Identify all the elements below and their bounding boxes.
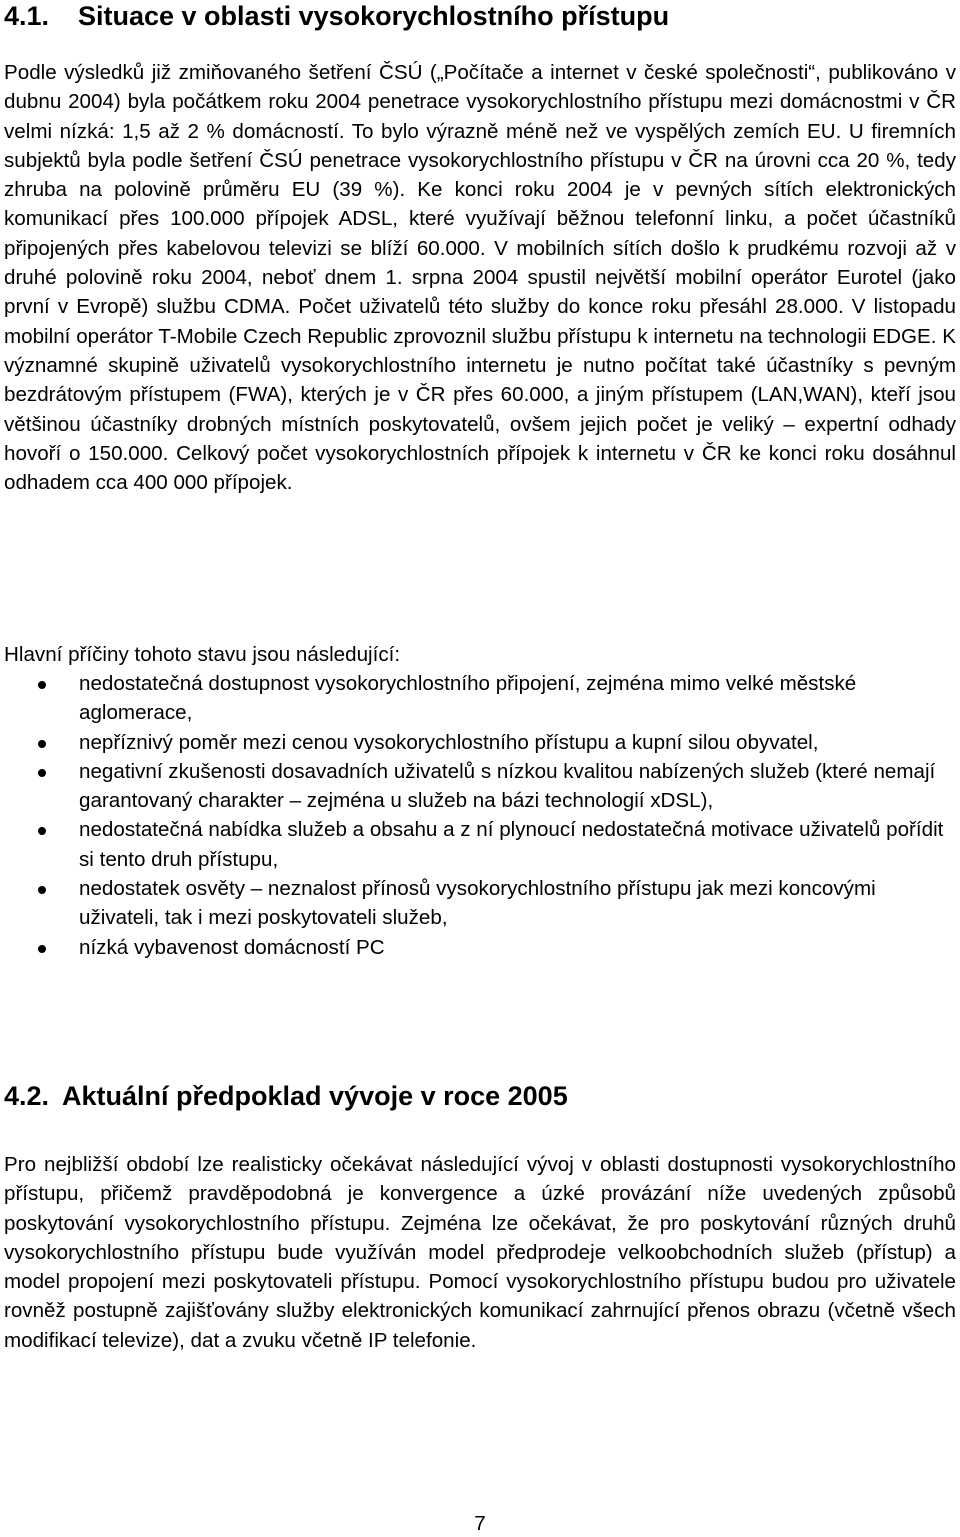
section-title: Aktuální předpoklad vývoje v roce 2005 <box>62 1081 568 1111</box>
section-heading-4-2 <box>4 1080 568 1112</box>
list-item-text: nedostatečná dostupnost vysokorychlostního připojení, zejména mimo velké městské aglomerace, <box>79 672 857 725</box>
bullet-icon <box>38 827 46 835</box>
list-item <box>4 815 956 874</box>
list-item-text: nedostatek osvěty – neznalost přínosů vysokorychlostního přístupu jak mezi koncovými uživateli, tak i mezi poskytovateli služeb, <box>79 877 876 930</box>
list-item <box>4 728 956 757</box>
list-item-text: negativní zkušenosti dosavadních uživatelů s nízkou kvalitou nabízených služeb (které nemají garantovaný charakter – zejména u služeb na bázi technologií xDSL), <box>79 759 936 813</box>
list-item <box>4 874 956 933</box>
list-item <box>4 933 956 962</box>
section-paragraph: Pro nejbližší období lze realisticky očekávat následující vývoj v oblasti dostupnosti vysokorychlostního přístupu, přičemž pravděpodobná je konvergence a úzké provázání níže uvedených způsobů poskytování vysokorychlostního přístupu. Zejména lze očekávat, že pro poskytování různých druhů vysokorychlostního přístupu bude využíván model předprodeje velkoobchodních služeb (přístup) a model propojení mezi poskytovateli přístupu. Pomocí vysokorychlostního přístupu budou pro uživatele rovněž postupně zajišťovány služby elektronických komunikací zahrnující přenos obrazu (včetně všech modifikací televize), dat a zvuku včetně IP telefonie. <box>4 1153 956 1352</box>
section-paragraph: Podle výsledků již zmiňovaného šetření ČSÚ („Počítače a internet v české společnosti“, publikováno v dubnu 2004) byla počátkem roku 2004 penetrace vysokorychlostního přístupu mezi domácnostmi v ČR velmi nízká: 1,5 až 2 % domácností. To bylo výrazně méně než ve vyspělých zemích EU. U firemních subjektů byla podle šetření ČSÚ penetrace vysokorychlostního přístupu v ČR na úrovni cca 20 %, tedy zhruba na polovině průměru EU (39 %). Ke konci roku 2004 je v pevných sítích elektronických komunikací přes 100.000 přípojek ADSL, které využívají běžnou telefonní linku, a počet účastníků připojených přes kabelovou televizi se blíží 60.000. V mobilních sítích došlo k prudkému rozvoji až v druhé polovině roku 2004, neboť dnem 1. srpna 2004 spustil největší mobilní operátor Eurotel (jako první v Evropě) službu CDMA. Počet uživatelů této služby do konce roku přesáhl 28.000. V listopadu mobilní operátor T-Mobile Czech Republic zprovoznil službu přístupu k internetu na technologii EDGE. K významné skupině uživatelů vysokorychlostního internetu je nutno počítat také účastníky s pevným bezdrátovým přístupem (FWA), kterých je v ČR přes 60.000, a jiným přístupem (LAN,WAN), kteří jsou většinou účastníky drobných místních poskytovatelů, ovšem jejich počet je veliký – expertní odhady hovoří o 150.000. Celkový počet vysokorychlostních přípojek k internetu v ČR ke konci roku dosáhnul odhadem cca 400 000 přípojek. <box>4 61 956 495</box>
bullet-icon <box>38 740 46 748</box>
causes-intro: Hlavní příčiny tohoto stavu jsou následující: <box>4 643 401 666</box>
list-item-text: nepříznivý poměr mezi cenou vysokorychlostního přístupu a kupní silou obyvatel, <box>79 730 819 754</box>
list-item <box>4 757 956 816</box>
section-heading-4-1 <box>4 0 669 32</box>
list-item <box>4 669 956 728</box>
list-item-text: nízká vybavenost domácností PC <box>79 935 385 959</box>
bullet-icon <box>38 769 46 777</box>
list-item-text: nedostatečná nabídka služeb a obsahu a z ní plynoucí nedostatečná motivace uživatelů pořídit si tento druh přístupu, <box>79 818 944 871</box>
bullet-icon <box>38 681 46 689</box>
bullet-icon <box>38 886 46 894</box>
page-number: 7 <box>474 1512 486 1535</box>
causes-list <box>4 669 956 962</box>
bullet-icon <box>38 945 46 953</box>
section-number: 4.1. <box>4 1 50 31</box>
section-title: Situace v oblasti vysokorychlostního přístupu <box>78 1 670 31</box>
section-number: 4.2. <box>4 1081 50 1111</box>
